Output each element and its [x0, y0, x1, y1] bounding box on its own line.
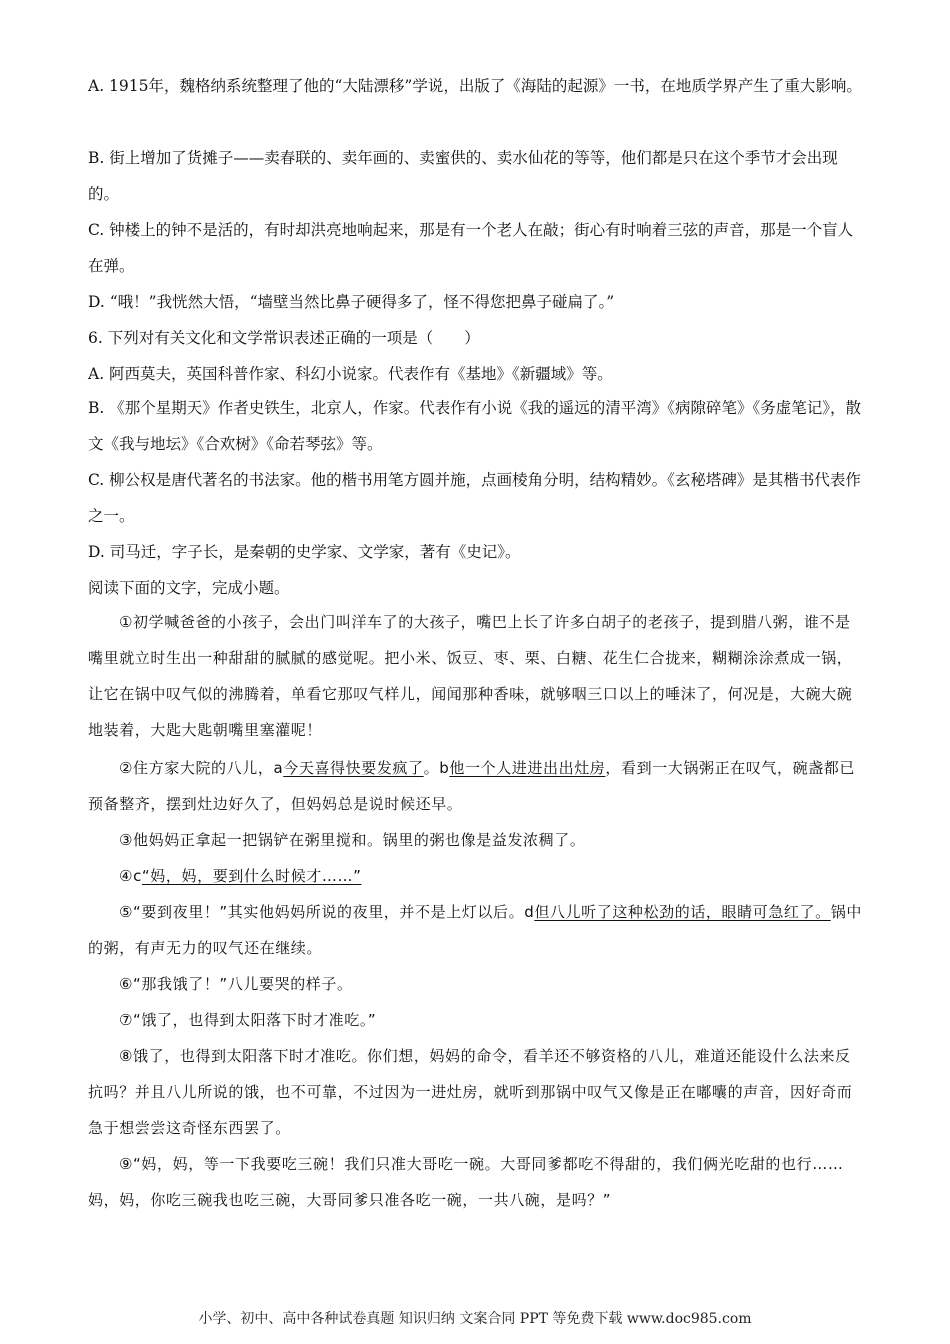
- paragraph-text: 。: [423, 759, 440, 777]
- q6-stem: 6. 下列对有关文化和文学常识表述正确的一项是（ ）: [88, 329, 480, 347]
- sentence-label-a: a: [273, 759, 284, 777]
- q6-option-b: B. 《那个星期天》作者史铁生，北京人，作家。代表作有小说《我的遥远的清平湾》《病隙碎笔》《务虚笔记》，散文《我与地坛》《合欢树》《命若琴弦》等。: [88, 399, 861, 453]
- passage-paragraph-1: ①初学喊爸爸的小孩子，会出门叫洋车了的大孩子，嘴巴上长了许多白胡子的老孩子，提到腊八粥，谁不是嘴里就立时生出一种甜甜的腻腻的感觉呢。把小米、饭豆、枣、栗、白糖、花生仁合拢来，糊糊涂涂煮成一锅，让它在锅中叹气似的沸腾着，单看它那叹气样儿，闻闻那种香味，就够咽三口以上的唾沫了，何况是，大碗大碗地装着，大匙大匙朝嘴里塞灌呢！: [88, 613, 853, 739]
- passage-paragraph-4: [88, 858, 863, 894]
- q6-option-a: A. 阿西莫夫，英国科普作家、科幻小说家。代表作有《基地》《新疆域》等。: [88, 365, 613, 383]
- passage-paragraph-2: [88, 750, 863, 822]
- paragraph-text: ⑤“要到夜里！”其实他妈妈所说的夜里，并不是上灯以后。: [119, 903, 525, 921]
- sentence-label-b: b: [439, 759, 450, 777]
- paragraph-text: ②住方家大院的八儿，: [119, 759, 274, 777]
- underlined-sentence-d: 但八儿听了这种松劲的话，眼睛可急红了。: [534, 903, 831, 921]
- q5-option-b: B. 街上增加了货摊子——卖春联的、卖年画的、卖蜜供的、卖水仙花的等等，他们都是只在这个季节才会出现的。: [88, 149, 838, 203]
- passage-paragraph-9: ⑨“妈，妈，等一下我要吃三碗！我们只准大哥吃一碗。大哥同爹都吃不得甜的，我们俩光吃甜的也行……妈，妈，你吃三碗我也吃三碗，大哥同爹只准各吃一碗，一共八碗，是吗？”: [88, 1155, 844, 1209]
- passage-paragraph-6: ⑥“那我饿了！”八儿要哭的样子。: [119, 975, 353, 993]
- q5-option-d: D. “哦！”我恍然大悟，“墙壁当然比鼻子硬得多了，怪不得您把鼻子碰扁了。”: [88, 293, 615, 311]
- passage-paragraph-8: ⑧饿了，也得到太阳落下时才准吃。你们想，妈妈的命令，看羊还不够资格的八儿，难道还能设什么法来反抗吗？并且八儿所说的饿，也不可靠，不过因为一进灶房，就听到那锅中叹气又像是正在嘟囔的声音，因好奇而急于想尝尝这奇怪东西罢了。: [88, 1047, 853, 1137]
- sentence-label-c: c: [133, 867, 142, 885]
- passage-paragraph-5: [88, 894, 863, 966]
- paragraph-number: ④: [119, 867, 134, 885]
- underlined-sentence-c: “妈，妈，要到什么时候才……”: [141, 867, 362, 885]
- reading-intro: 阅读下面的文字，完成小题。: [88, 579, 290, 597]
- paragraph-text: 锅中的粥，有声无力的叹气还在继续。: [88, 903, 862, 957]
- paragraph-text: ，看到一大锅粥正在叹气，碗盏都已预备整齐，摆到灶边好久了，但妈妈总是说时候还早。: [88, 759, 856, 813]
- passage-paragraph-3: ③他妈妈正拿起一把锅铲在粥里搅和。锅里的粥也像是益发浓稠了。: [119, 831, 586, 849]
- underlined-sentence-a: 今天喜得快要发疯了: [283, 759, 424, 777]
- underlined-sentence-b: 他一个人进进出出灶房: [449, 759, 606, 777]
- sentence-label-d: d: [524, 903, 535, 921]
- page-footer: 小学、初中、高中各种试卷真题 知识归纳 文案合同 PPT 等免费下载 www.doc985.com: [198, 1311, 752, 1327]
- passage-paragraph-7: ⑦“饿了，也得到太阳落下时才准吃。”: [119, 1011, 377, 1029]
- q6-option-c: C. 柳公权是唐代著名的书法家。他的楷书用笔方圆并施，点画棱角分明，结构精妙。《玄秘塔碑》是其楷书代表作之一。: [88, 471, 861, 525]
- q5-option-a: A. 1915年，魏格纳系统整理了他的“大陆漂移”学说，出版了《海陆的起源》一书，在地质学界产生了重大影响。: [88, 77, 862, 95]
- q6-option-d: D. 司马迁，字子长，是秦朝的史学家、文学家，著有《史记》。: [88, 543, 521, 561]
- q5-option-c: C. 钟楼上的钟不是活的，有时却洪亮地响起来，那是有一个老人在敲；街心有时响着三弦的声音，那是一个盲人在弹。: [88, 221, 854, 275]
